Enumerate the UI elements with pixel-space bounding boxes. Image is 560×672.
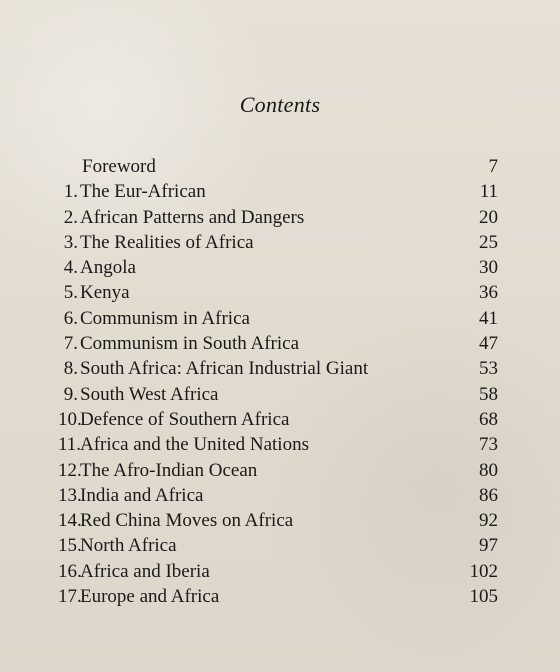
- contents-row: [58, 331, 498, 356]
- page-number: 36: [479, 282, 498, 304]
- page-title: Contents: [239, 92, 321, 117]
- chapter-number: 1.: [63, 181, 78, 203]
- chapter-number: 11.: [58, 434, 82, 456]
- contents-row: [58, 306, 498, 331]
- chapter-title: Defence of Southern Africa: [80, 408, 290, 430]
- contents-row: [58, 356, 498, 381]
- chapter-number: 10.: [58, 408, 82, 430]
- chapter-number: 5.: [63, 282, 78, 304]
- chapter-number: 4.: [63, 257, 78, 279]
- chapter-number: 13.: [58, 484, 82, 506]
- chapter-title: The Realities of Africa: [80, 231, 254, 253]
- chapter-number: 9.: [63, 383, 78, 405]
- chapter-number: 6.: [63, 307, 78, 329]
- page-number: 68: [479, 408, 498, 430]
- chapter-number: 16.: [58, 560, 82, 582]
- chapter-title: The Afro-Indian Ocean: [80, 459, 258, 481]
- page-number: 53: [479, 358, 498, 380]
- contents-row: [58, 205, 498, 230]
- contents-row: [58, 584, 498, 609]
- page-number: 86: [479, 484, 498, 506]
- chapter-title: The Eur-African: [80, 181, 206, 203]
- chapter-title: Africa and the United Nations: [80, 434, 309, 456]
- contents-row: [58, 280, 498, 305]
- page-number: 80: [479, 459, 498, 481]
- contents-row: [58, 154, 498, 179]
- chapter-number: 3.: [63, 231, 78, 253]
- chapter-number: 7.: [63, 333, 78, 355]
- chapter-number: 14.: [58, 510, 82, 532]
- page-number: 102: [469, 560, 498, 582]
- page-number: 58: [479, 383, 498, 405]
- chapter-number: 8.: [63, 358, 78, 380]
- chapter-number: 15.: [58, 535, 82, 557]
- contents-row: [58, 179, 498, 204]
- chapter-number: 17.: [58, 586, 82, 608]
- chapter-title: India and Africa: [80, 484, 204, 506]
- contents-row: [58, 483, 498, 508]
- contents-row: [58, 230, 498, 255]
- chapter-title: Communism in South Africa: [80, 333, 300, 355]
- chapter-title: Kenya: [80, 282, 130, 304]
- page-number: 30: [479, 257, 498, 279]
- contents-row: [58, 382, 498, 407]
- chapter-title: Angola: [80, 257, 136, 279]
- chapter-number: 12.: [58, 459, 82, 481]
- page-number: 92: [479, 510, 498, 532]
- page-number: 25: [479, 231, 498, 253]
- chapter-title: North Africa: [80, 535, 177, 557]
- chapter-number: 2.: [63, 206, 78, 228]
- contents-row: [58, 255, 498, 280]
- chapter-title: Africa and Iberia: [80, 560, 210, 582]
- chapter-title: Red China Moves on Africa: [80, 510, 294, 532]
- page-number: 47: [479, 333, 498, 355]
- contents-row: [58, 559, 498, 584]
- page-number: 97: [479, 535, 498, 557]
- page-number: 41: [479, 307, 498, 329]
- chapter-title: South Africa: African Industrial Giant: [80, 358, 369, 380]
- chapter-title: Europe and Africa: [80, 586, 220, 608]
- contents-row: [58, 407, 498, 432]
- page-number: 20: [479, 206, 498, 228]
- contents-row: [58, 533, 498, 558]
- page-number: 73: [479, 434, 498, 456]
- chapter-title: South West Africa: [80, 383, 219, 405]
- contents-row: [58, 432, 498, 457]
- contents-row: [58, 508, 498, 533]
- page-number: 105: [469, 586, 498, 608]
- contents-row: [58, 458, 498, 483]
- chapter-title: African Patterns and Dangers: [80, 206, 305, 228]
- table-of-contents: [58, 154, 498, 609]
- page-number: 11: [479, 181, 498, 203]
- page-number: 7: [488, 156, 498, 177]
- chapter-title: Communism in Africa: [80, 307, 250, 329]
- chapter-title: Foreword: [82, 156, 156, 177]
